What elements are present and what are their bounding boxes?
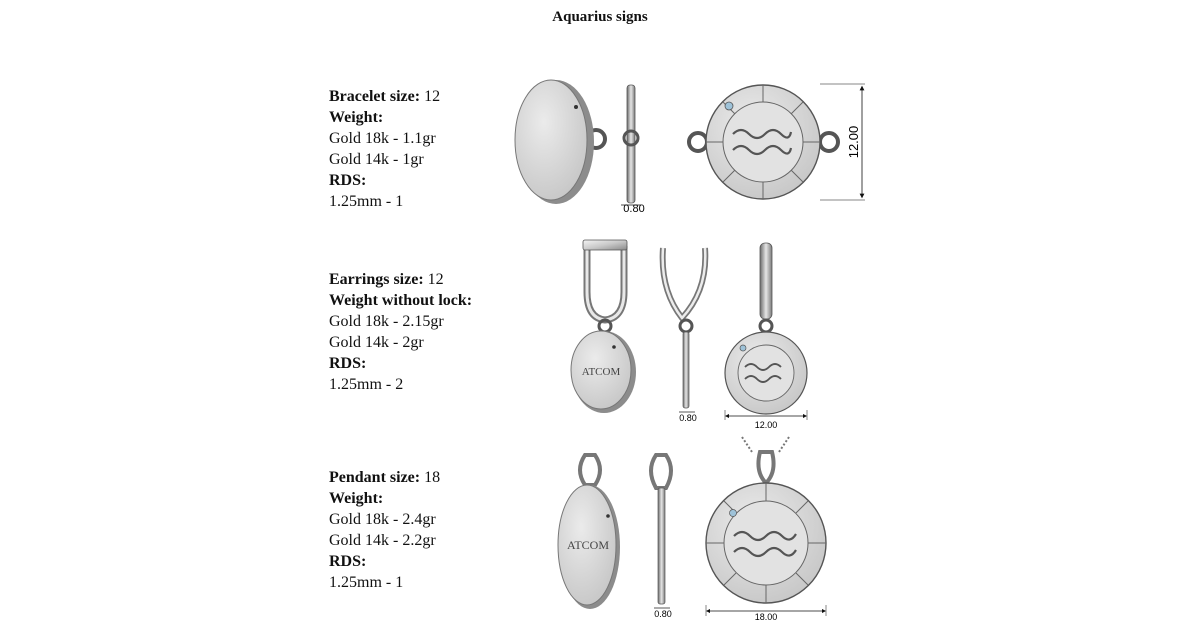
bracelet-gold14: Gold 14k - 1gr	[329, 151, 424, 168]
pendant-chain	[742, 437, 789, 452]
pendant-size-label: Pendant size:	[329, 469, 421, 486]
bracelet-weight-label: Weight:	[329, 109, 384, 126]
earrings-gold14: Gold 14k - 2gr	[329, 334, 424, 351]
pendant-gold14: Gold 14k - 2.2gr	[329, 532, 436, 549]
bracelet-size-value: 12	[424, 88, 441, 105]
page-title: Aquarius signs	[552, 9, 648, 25]
bracelet-back-view	[515, 80, 605, 204]
pendant-side-view	[651, 455, 672, 619]
pendant-front-bail	[758, 452, 773, 483]
earring-engraving: ATCOM	[581, 366, 621, 378]
pendant-thickness-label: 0.80	[654, 609, 672, 619]
earring-front-view	[725, 243, 807, 430]
bracelet-disc-back	[515, 80, 587, 200]
bracelet-side-view	[621, 85, 645, 215]
bracelet-gold18: Gold 18k - 1.1gr	[329, 130, 436, 147]
earrings-gold18: Gold 18k - 2.15gr	[329, 313, 444, 330]
bracelet-stone-hole	[574, 105, 578, 109]
earring-diameter-label: 12.00	[754, 420, 778, 430]
bracelet-thickness-label: 0.80	[623, 203, 645, 215]
earring-hoop	[587, 246, 624, 320]
bracelet-front-view	[689, 84, 865, 200]
bracelet-rds-value: 1.25mm - 1	[329, 193, 404, 210]
pendant-engraving: ATCOM	[566, 538, 610, 552]
pendant-rds-label: RDS:	[329, 553, 367, 570]
earring-profile	[683, 332, 689, 408]
pendant-size-value: 18	[424, 469, 441, 486]
bracelet-size-label: Bracelet size:	[329, 88, 421, 105]
earrings-rds-label: RDS:	[329, 355, 367, 372]
earring-side-hoop	[663, 248, 706, 318]
pendant-profile	[658, 488, 665, 604]
pendant-side-bail	[651, 455, 671, 488]
earrings-size-label: Earrings size:	[329, 271, 424, 288]
bracelet-front-left-loop	[689, 133, 707, 151]
bracelet-diameter-label: 12.00	[846, 125, 861, 159]
pendant-bail	[580, 455, 600, 485]
earring-back-view	[571, 240, 636, 413]
earrings-weight-label: Weight without lock:	[329, 292, 473, 309]
pendant-back-view	[558, 455, 620, 609]
earrings-size-value: 12	[427, 271, 444, 288]
earring-lock	[583, 240, 627, 250]
pendant-front-view	[706, 437, 826, 622]
earring-thickness-label: 0.80	[679, 413, 697, 423]
pendant-weight-label: Weight:	[329, 490, 384, 507]
earring-front-hoop	[760, 243, 772, 319]
bracelet-rds-label: RDS:	[329, 172, 367, 189]
bracelet-stone-icon	[725, 102, 733, 110]
earrings-rds-value: 1.25mm - 2	[329, 376, 404, 393]
pendant-rds-value: 1.25mm - 1	[329, 574, 404, 591]
earring-side-view	[663, 248, 706, 423]
bracelet-front-right-loop	[820, 133, 838, 151]
pendant-gold18: Gold 18k - 2.4gr	[329, 511, 436, 528]
pendant-diameter-label: 18.00	[754, 612, 778, 622]
